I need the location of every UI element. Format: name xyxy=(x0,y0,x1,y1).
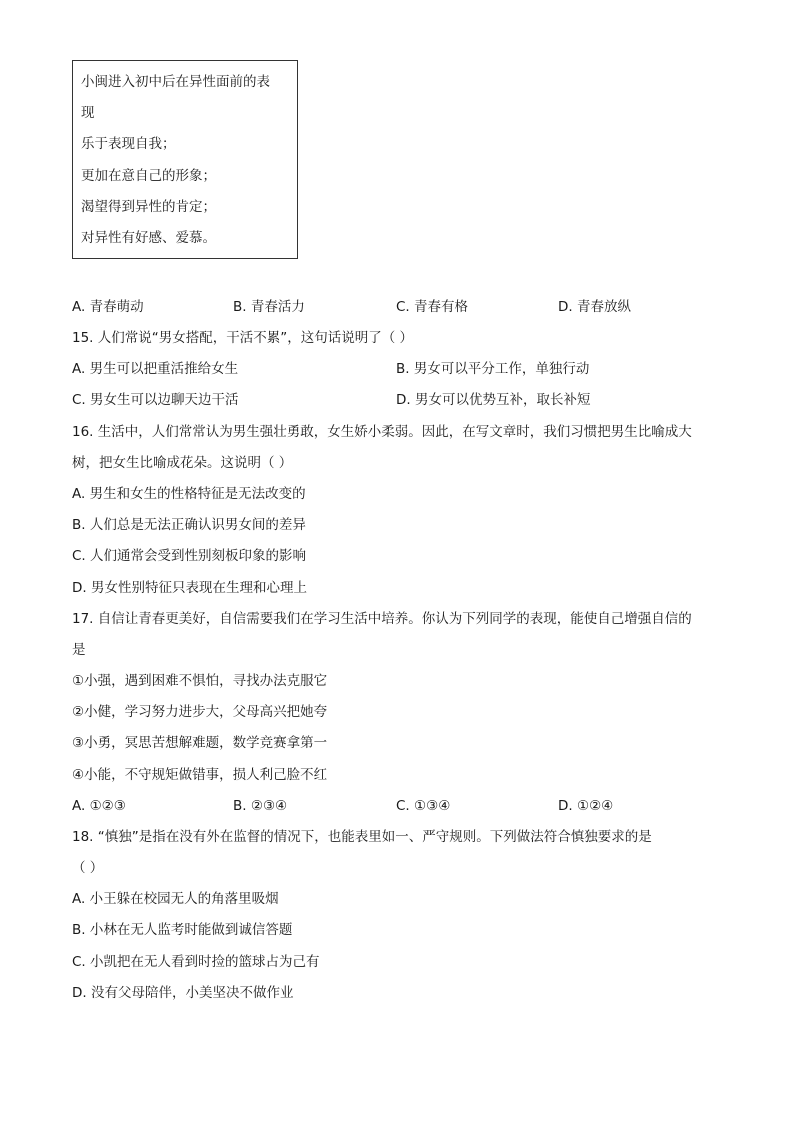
q15-option-b: B. 男女可以平分工作，单独行动 xyxy=(396,361,590,377)
q15-option-c: C. 男女生可以边聊天边干活 xyxy=(72,392,239,408)
q17-item-4: ④小能，不守规矩做错事，损人利己脸不红 xyxy=(72,767,328,783)
q15-option-a: A. 男生可以把重活推给女生 xyxy=(72,361,239,377)
q14-option-a: A. 青春萌动 xyxy=(72,299,144,315)
q14-option-d: D. 青春放纵 xyxy=(558,299,631,315)
q15-stem: 15. 人们常说“男女搭配，干活不累”，这句话说明了（ ） xyxy=(72,330,414,346)
q17-option-c: C. ①③④ xyxy=(396,798,451,814)
q18-option-a: A. 小王躲在校园无人的角落里吸烟 xyxy=(72,891,279,907)
q14-option-b: B. 青春活力 xyxy=(233,299,305,315)
q15-option-d: D. 男女可以优势互补，取长补短 xyxy=(396,392,591,408)
q17-option-b: B. ②③④ xyxy=(233,798,288,814)
q18-option-d: D. 没有父母陪伴，小美坚决不做作业 xyxy=(72,985,294,1001)
material-line: 小闽进入初中后在异性面前的表 xyxy=(81,74,270,90)
q14-option-c: C. 青春有格 xyxy=(396,299,469,315)
q18-stem-line1: 18. “慎独”是指在没有外在监督的情况下，也能表里如一、严守规则。下列做法符合慎独要求的是 xyxy=(72,829,652,845)
q16-option-c: C. 人们通常会受到性别刻板印象的影响 xyxy=(72,548,307,564)
q16-option-a: A. 男生和女生的性格特征是无法改变的 xyxy=(72,486,306,502)
q18-option-b: B. 小林在无人监考时能做到诚信答题 xyxy=(72,922,293,938)
q17-option-a: A. ①②③ xyxy=(72,798,126,814)
q17-item-2: ②小健，学习努力进步大，父母高兴把她夸 xyxy=(72,704,328,720)
material-line: 现 xyxy=(81,105,95,122)
q17-stem-line1: 17. 自信让青春更美好，自信需要我们在学习生活中培养。你认为下列同学的表现，能使自己增强自信的 xyxy=(72,611,692,627)
q18-stem-line2: （ ） xyxy=(72,860,104,876)
q16-stem-line1: 16. 生活中，人们常常认为男生强壮勇敢，女生娇小柔弱。因此，在写文章时，我们习惯把男生比喻成大 xyxy=(72,424,692,440)
q17-option-d: D. ①②④ xyxy=(558,798,614,814)
q17-item-1: ①小强，遇到困难不惧怕，寻找办法克服它 xyxy=(72,673,328,689)
q17-item-3: ③小勇，冥思苦想解难题，数学竞赛拿第一 xyxy=(72,735,328,751)
material-box xyxy=(72,60,298,259)
q16-option-d: D. 男女性别特征只表现在生理和心理上 xyxy=(72,580,307,596)
q17-stem-line2: 是 xyxy=(72,642,86,658)
q16-option-b: B. 人们总是无法正确认识男女间的差异 xyxy=(72,517,306,533)
material-line: 乐于表现自我； xyxy=(81,136,176,153)
material-line: 对异性有好感、爱慕。 xyxy=(81,229,216,246)
q16-stem-line2: 树，把女生比喻成花朵。这说明（ ） xyxy=(72,455,293,471)
material-line: 更加在意自己的形象； xyxy=(81,167,216,184)
material-line: 渴望得到异性的肯定； xyxy=(81,198,216,215)
q18-option-c: C. 小凯把在无人看到时捡的篮球占为己有 xyxy=(72,954,320,970)
